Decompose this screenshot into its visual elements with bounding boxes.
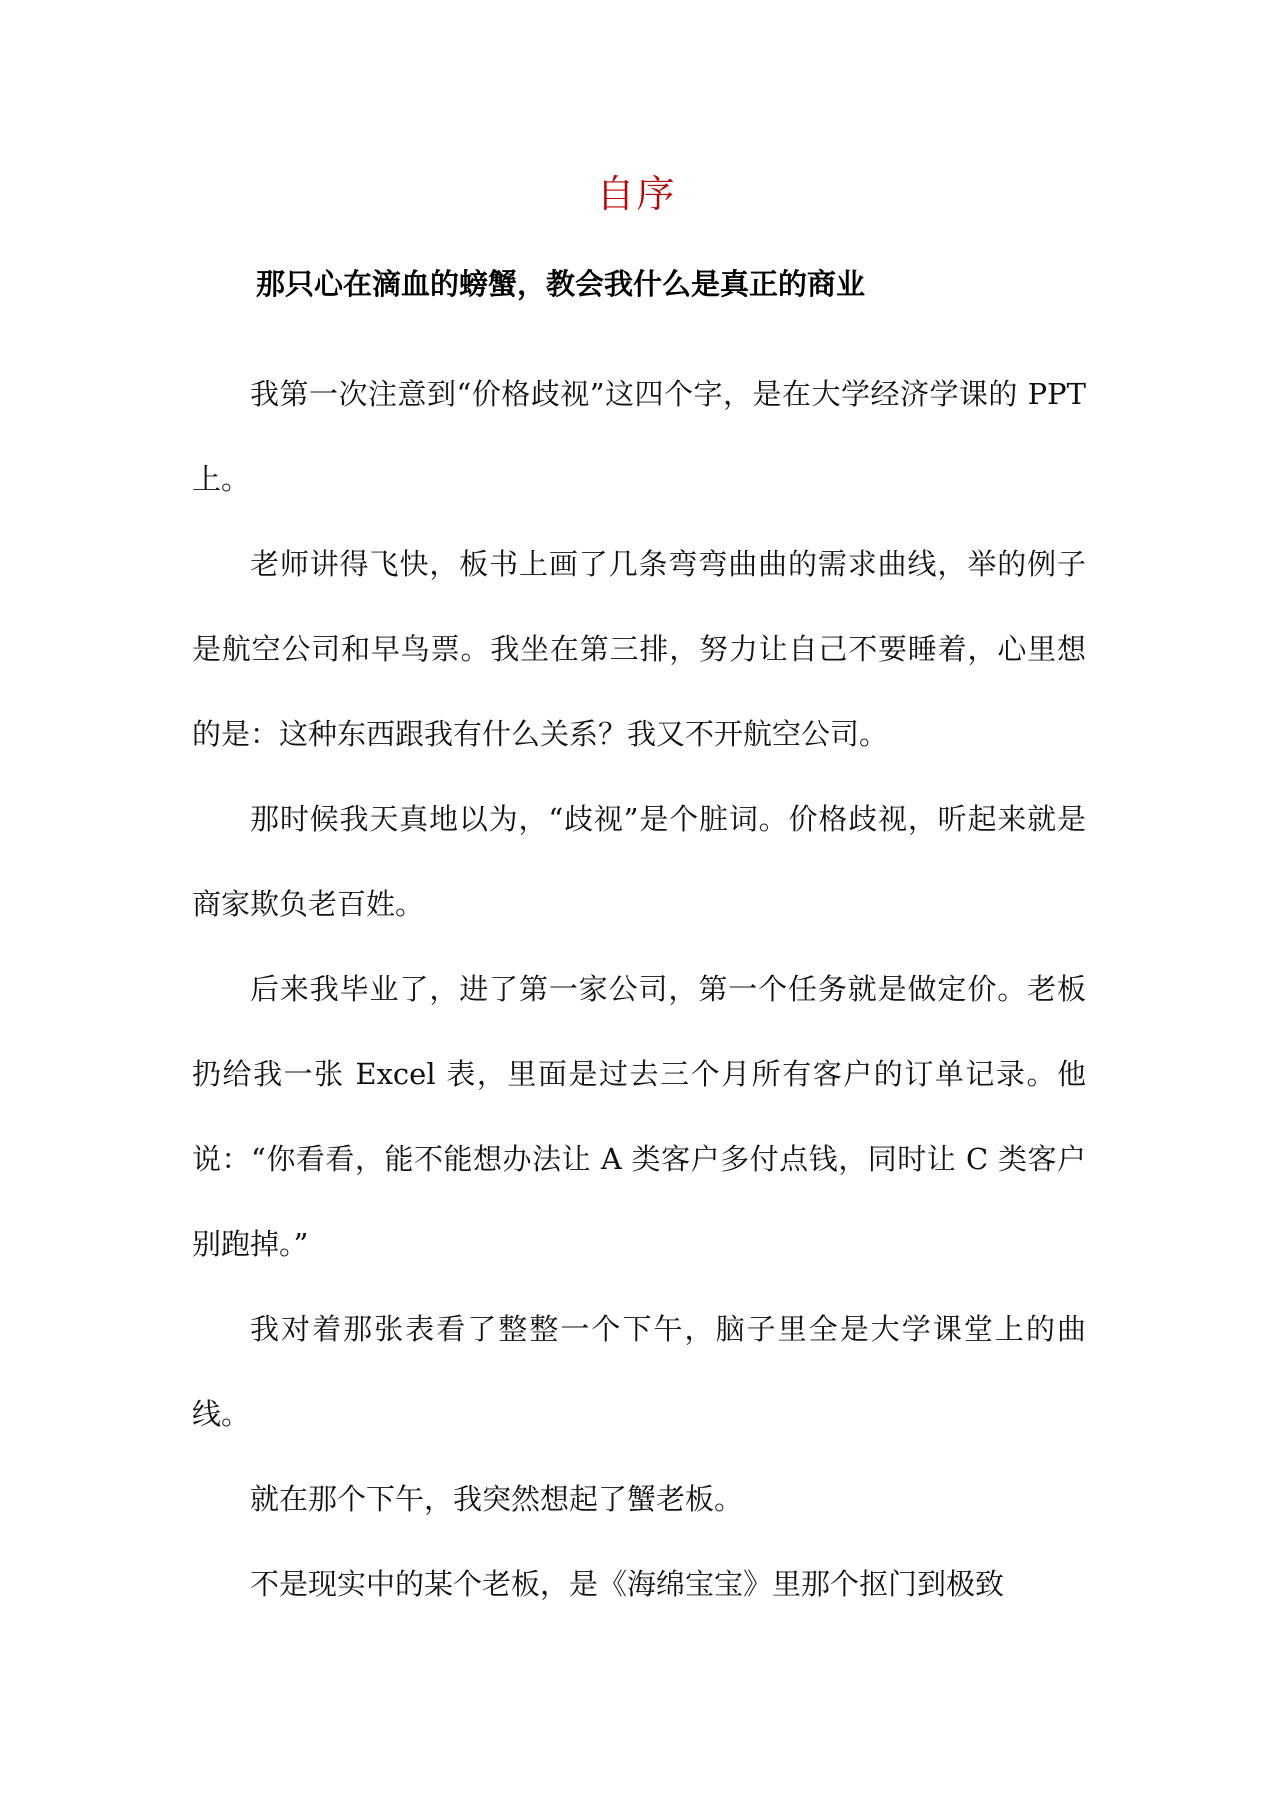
paragraph: 就在那个下午，我突然想起了蟹老板。 xyxy=(250,1482,744,1516)
chapter-subtitle: 那只心在滴血的螃蟹，教会我什么是真正的商业 xyxy=(256,267,866,301)
paragraph: 后来我毕业了，进了第一家公司，第一个任务就是做定价。老板扔给我一张 Excel 表，里面是过去三个月所有客户的订单记录。他说：“你看看，能不能想办法让 A 类客户多付点钱，同时让 C 类客户别跑掉。” xyxy=(192,972,1086,1261)
paragraph: 不是现实中的某个老板，是《海绵宝宝》里那个抠门到极致 xyxy=(250,1567,1005,1601)
paragraph: 那时候我天真地以为，“歧视”是个脏词。价格歧视，听起来就是商家欺负老百姓。 xyxy=(192,802,1086,921)
paragraph: 我对着那张表看了整整一个下午，脑子里全是大学课堂上的曲线。 xyxy=(192,1312,1086,1431)
body-text xyxy=(192,352,1086,1627)
paragraph: 我第一次注意到“价格歧视”这四个字，是在大学经济学课的 PPT 上。 xyxy=(192,377,1086,496)
chapter-title: 自序 xyxy=(596,172,677,216)
paragraph: 老师讲得飞快，板书上画了几条弯弯曲曲的需求曲线，举的例子是航空公司和早鸟票。我坐在第三排，努力让自己不要睡着，心里想的是：这种东西跟我有什么关系？我又不开航空公司。 xyxy=(192,547,1086,751)
